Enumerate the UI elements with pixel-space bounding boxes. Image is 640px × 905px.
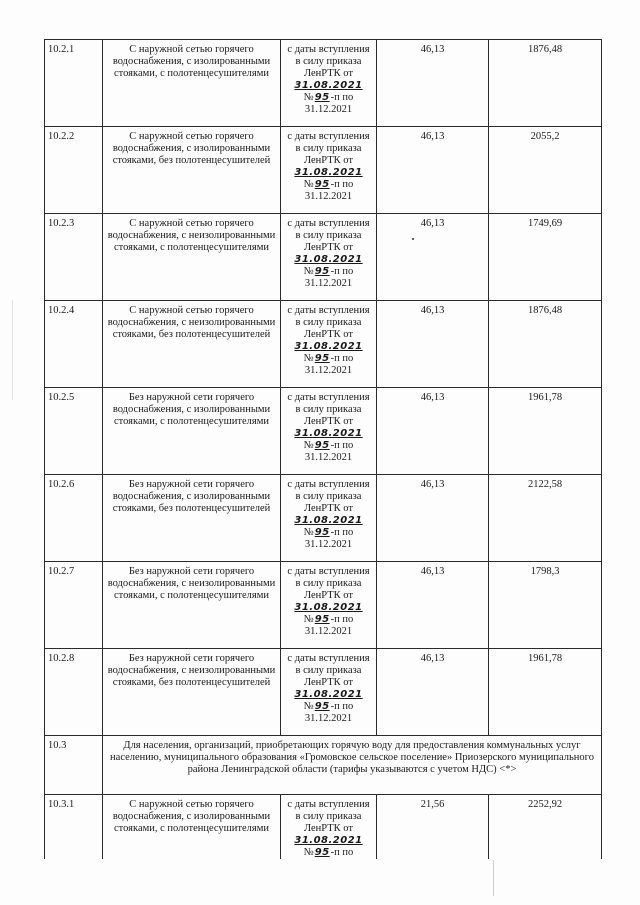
order-number-line bbox=[284, 614, 373, 626]
description-line: стояками, с полотенцесушителями bbox=[114, 590, 269, 601]
order-number-line bbox=[284, 847, 373, 859]
period-text-line: в силу приказа bbox=[295, 665, 362, 676]
description-line: стояками, без полотенцесушителей bbox=[112, 155, 271, 166]
row-number-cell: 10.2.2 bbox=[45, 127, 103, 214]
description-line: водоснабжения, с неизолированными bbox=[107, 317, 276, 328]
row-number-cell: 10.3.1 bbox=[45, 795, 103, 860]
order-number-prefix: № bbox=[303, 266, 314, 277]
handwritten-order-number: 95 bbox=[314, 353, 330, 364]
order-number-line bbox=[284, 701, 373, 713]
order-number-prefix: № bbox=[303, 179, 314, 190]
period-end-date: 31.12.2021 bbox=[304, 278, 353, 289]
table-row bbox=[45, 562, 602, 649]
description-line: стояками, без полотенцесушителей bbox=[112, 677, 271, 688]
order-number-suffix: -п по bbox=[330, 847, 354, 858]
order-number-prefix: № bbox=[303, 92, 314, 103]
description-line: С наружной сетью горячего bbox=[129, 305, 254, 316]
period-end-date: 31.12.2021 bbox=[304, 539, 353, 550]
order-number-suffix: -п по bbox=[330, 440, 354, 451]
section-title-cell: Для населения, организаций, приобретающих горячую воду для предоставления коммунальных услуг населению, муниципального образования «Громовское сельское поселение» Приозерского муниципального района Ленинградской области (тарифы указываются с учетом НДС) <*> bbox=[103, 736, 602, 795]
period-text-line: с даты вступления bbox=[287, 479, 370, 490]
order-number-line bbox=[284, 92, 373, 104]
period-text-line: с даты вступления bbox=[287, 44, 370, 55]
period-text-line: ЛенРТК от bbox=[303, 677, 354, 688]
tariff-description-cell bbox=[103, 562, 281, 649]
period-text-line: ЛенРТК от bbox=[303, 329, 354, 340]
description-line: Без наружной сети горячего bbox=[128, 392, 255, 403]
effective-period-cell bbox=[281, 795, 377, 860]
effective-period-cell bbox=[281, 649, 377, 736]
tariff-description-cell bbox=[103, 475, 281, 562]
handwritten-order-number: 95 bbox=[314, 701, 330, 712]
description-line: водоснабжения, с изолированными bbox=[112, 491, 271, 502]
order-number-prefix: № bbox=[303, 353, 314, 364]
period-text-line: ЛенРТК от bbox=[303, 590, 354, 601]
description-line: водоснабжения, с изолированными bbox=[112, 143, 271, 154]
description-line: стояками, без полотенцесушителей bbox=[112, 503, 271, 514]
effective-period-cell bbox=[281, 214, 377, 301]
period-text-line: в силу приказа bbox=[295, 404, 362, 415]
table-row bbox=[45, 214, 602, 301]
handwritten-order-number: 95 bbox=[314, 847, 330, 858]
description-line: водоснабжения, с изолированными bbox=[112, 404, 271, 415]
effective-period-cell bbox=[281, 562, 377, 649]
tariff-value-cell: 1961,78 bbox=[489, 649, 602, 736]
description-line: С наружной сетью горячего bbox=[129, 44, 254, 55]
section-number-cell: 10.3 bbox=[45, 736, 103, 795]
table-row bbox=[45, 301, 602, 388]
order-number-prefix: № bbox=[303, 440, 314, 451]
order-number-prefix: № bbox=[303, 701, 314, 712]
period-text-line: в силу приказа bbox=[295, 578, 362, 589]
period-text-line: ЛенРТК от bbox=[303, 242, 354, 253]
period-end-date: 31.12.2021 bbox=[304, 713, 353, 724]
effective-period-cell bbox=[281, 388, 377, 475]
effective-period-cell bbox=[281, 301, 377, 388]
tariff-value-cell: 46,13 bbox=[377, 649, 489, 736]
order-number-line bbox=[284, 353, 373, 365]
order-number-suffix: -п по bbox=[330, 179, 354, 190]
scan-speck bbox=[412, 238, 414, 240]
order-number-prefix: № bbox=[303, 847, 314, 858]
description-line: Без наружной сети горячего bbox=[128, 653, 255, 664]
tariff-value-cell: 46,13 bbox=[377, 562, 489, 649]
period-text-line: ЛенРТК от bbox=[303, 155, 354, 166]
order-number-suffix: -п по bbox=[330, 527, 354, 538]
tariff-description-cell bbox=[103, 214, 281, 301]
period-text-line: с даты вступления bbox=[287, 131, 370, 142]
tariff-value-cell: 1961,78 bbox=[489, 388, 602, 475]
description-line: Без наружной сети горячего bbox=[128, 479, 255, 490]
order-number-prefix: № bbox=[303, 614, 314, 625]
tariff-value-cell: 46,13 bbox=[377, 127, 489, 214]
description-line: стояками, с полотенцесушителями bbox=[114, 68, 269, 79]
description-line: Без наружной сети горячего bbox=[128, 566, 255, 577]
description-line: С наружной сетью горячего bbox=[129, 799, 254, 810]
section-row bbox=[45, 736, 602, 795]
period-text-line: ЛенРТК от bbox=[303, 503, 354, 514]
description-line: стояками, с полотенцесушителями bbox=[114, 416, 269, 427]
description-line: стояками, с полотенцесушителями bbox=[114, 823, 269, 834]
period-end-date: 31.12.2021 bbox=[304, 365, 353, 376]
handwritten-order-date: 31.08.2021 bbox=[294, 835, 363, 846]
tariff-value-cell: 2252,92 bbox=[489, 795, 602, 860]
order-number-prefix: № bbox=[303, 527, 314, 538]
order-number-suffix: -п по bbox=[330, 614, 354, 625]
tariff-value-cell: 1798,3 bbox=[489, 562, 602, 649]
period-text-line: в силу приказа bbox=[295, 230, 362, 241]
order-number-suffix: -п по bbox=[330, 92, 354, 103]
tariff-value-cell: 46,13 bbox=[377, 388, 489, 475]
handwritten-order-number: 95 bbox=[314, 614, 330, 625]
period-text-line: с даты вступления bbox=[287, 305, 370, 316]
description-line: С наружной сетью горячего bbox=[129, 131, 254, 142]
period-end-date: 31.12.2021 bbox=[304, 626, 353, 637]
period-end-date: 31.12.2021 bbox=[304, 104, 353, 115]
period-end-date: 31.12.2021 bbox=[304, 191, 353, 202]
period-end-date: 31.12.2021 bbox=[304, 452, 353, 463]
tariff-value-cell: 21,56 bbox=[377, 795, 489, 860]
handwritten-order-date: 31.08.2021 bbox=[294, 341, 363, 352]
handwritten-order-number: 95 bbox=[314, 92, 330, 103]
tariff-value-cell: 2055,2 bbox=[489, 127, 602, 214]
tariff-value-cell: 1876,48 bbox=[489, 301, 602, 388]
table-row bbox=[45, 40, 602, 127]
effective-period-cell bbox=[281, 475, 377, 562]
effective-period-cell bbox=[281, 40, 377, 127]
order-number-line bbox=[284, 179, 373, 191]
tariff-description-cell bbox=[103, 795, 281, 860]
table-row bbox=[45, 795, 602, 860]
row-number-cell: 10.2.5 bbox=[45, 388, 103, 475]
handwritten-order-date: 31.08.2021 bbox=[294, 80, 363, 91]
period-text-line: в силу приказа bbox=[295, 491, 362, 502]
period-text-line: с даты вступления bbox=[287, 392, 370, 403]
tariff-value-cell: 2122,58 bbox=[489, 475, 602, 562]
description-line: водоснабжения, с неизолированными bbox=[107, 230, 276, 241]
handwritten-order-number: 95 bbox=[314, 440, 330, 451]
tariff-description-cell bbox=[103, 649, 281, 736]
order-number-line bbox=[284, 266, 373, 278]
period-text-line: с даты вступления bbox=[287, 566, 370, 577]
table-row bbox=[45, 388, 602, 475]
order-number-suffix: -п по bbox=[330, 266, 354, 277]
tariff-value-cell: 46,13 bbox=[377, 475, 489, 562]
tariff-value-cell: 1749,69 bbox=[489, 214, 602, 301]
tariff-value-cell: 46,13 bbox=[377, 301, 489, 388]
handwritten-order-date: 31.08.2021 bbox=[294, 602, 363, 613]
effective-period-cell bbox=[281, 127, 377, 214]
description-line: водоснабжения, с изолированными bbox=[112, 811, 271, 822]
handwritten-order-date: 31.08.2021 bbox=[294, 167, 363, 178]
tariff-description-cell bbox=[103, 301, 281, 388]
table-row bbox=[45, 475, 602, 562]
period-text-line: в силу приказа bbox=[295, 317, 362, 328]
period-text-line: ЛенРТК от bbox=[303, 68, 354, 79]
tariff-description-cell bbox=[103, 127, 281, 214]
period-text-line: с даты вступления bbox=[287, 799, 370, 810]
tariff-value-cell: 1876,48 bbox=[489, 40, 602, 127]
period-text-line: с даты вступления bbox=[287, 218, 370, 229]
handwritten-order-number: 95 bbox=[314, 179, 330, 190]
scan-artifact bbox=[12, 300, 13, 400]
handwritten-order-number: 95 bbox=[314, 527, 330, 538]
period-text-line: ЛенРТК от bbox=[303, 416, 354, 427]
handwritten-order-number: 95 bbox=[314, 266, 330, 277]
row-number-cell: 10.2.7 bbox=[45, 562, 103, 649]
period-text-line: ЛенРТК от bbox=[303, 823, 354, 834]
tariff-description-cell bbox=[103, 388, 281, 475]
order-number-suffix: -п по bbox=[330, 353, 354, 364]
order-number-line bbox=[284, 527, 373, 539]
handwritten-order-date: 31.08.2021 bbox=[294, 689, 363, 700]
order-number-line bbox=[284, 440, 373, 452]
table-row bbox=[45, 127, 602, 214]
tariff-value-cell: 46,13 bbox=[377, 214, 489, 301]
description-line: водоснабжения, с изолированными bbox=[112, 56, 271, 67]
period-text-line: в силу приказа bbox=[295, 56, 362, 67]
period-text-line: с даты вступления bbox=[287, 653, 370, 664]
row-number-cell: 10.2.3 bbox=[45, 214, 103, 301]
description-line: С наружной сетью горячего bbox=[129, 218, 254, 229]
row-number-cell: 10.2.8 bbox=[45, 649, 103, 736]
description-line: водоснабжения, с неизолированными bbox=[107, 578, 276, 589]
description-line: стояками, без полотенцесушителей bbox=[112, 329, 271, 340]
row-number-cell: 10.2.6 bbox=[45, 475, 103, 562]
table-row bbox=[45, 649, 602, 736]
scan-artifact bbox=[493, 860, 494, 896]
period-text-line: в силу приказа bbox=[295, 811, 362, 822]
handwritten-order-date: 31.08.2021 bbox=[294, 515, 363, 526]
tariff-table bbox=[44, 39, 602, 859]
description-line: водоснабжения, с неизолированными bbox=[107, 665, 276, 676]
row-number-cell: 10.2.1 bbox=[45, 40, 103, 127]
tariff-value-cell: 46,13 bbox=[377, 40, 489, 127]
handwritten-order-date: 31.08.2021 bbox=[294, 428, 363, 439]
order-number-suffix: -п по bbox=[330, 701, 354, 712]
description-line: стояками, с полотенцесушителями bbox=[114, 242, 269, 253]
row-number-cell: 10.2.4 bbox=[45, 301, 103, 388]
tariff-description-cell bbox=[103, 40, 281, 127]
handwritten-order-date: 31.08.2021 bbox=[294, 254, 363, 265]
period-text-line: в силу приказа bbox=[295, 143, 362, 154]
